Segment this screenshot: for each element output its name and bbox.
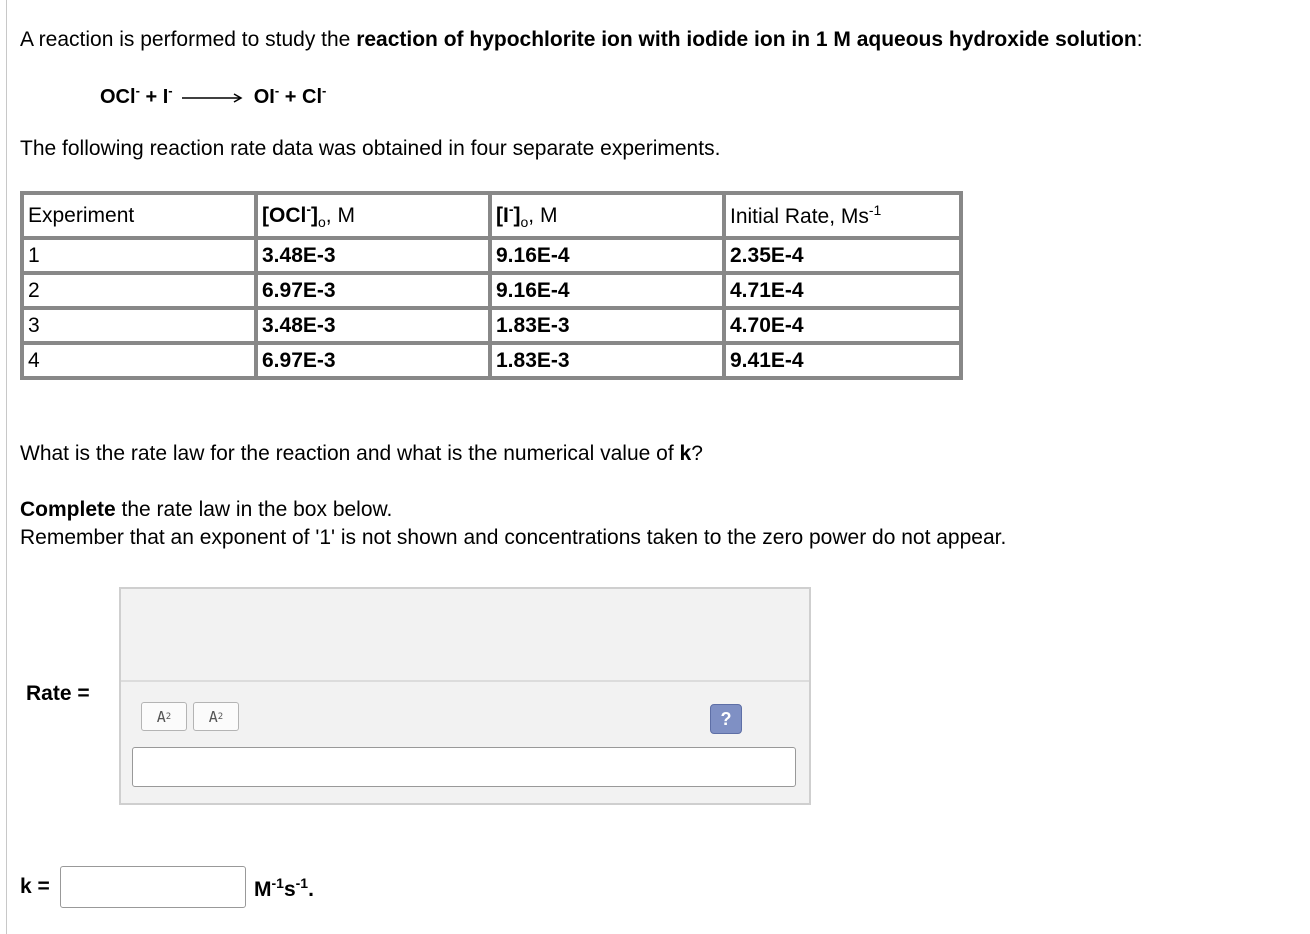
k-units-m-exp: -1 — [271, 875, 284, 891]
rate-law-input[interactable] — [132, 747, 796, 787]
intro-text — [20, 28, 1143, 52]
header-ocl-concentration — [256, 193, 490, 238]
table-row — [22, 273, 961, 308]
header-i-open: [I — [496, 203, 509, 227]
question-text — [20, 442, 703, 466]
header-i-unit: , M — [528, 203, 558, 227]
cell-experiment: 1 — [22, 238, 256, 273]
table-header-row — [22, 193, 961, 238]
eq-plus-1: + — [145, 86, 158, 108]
cell-ocl: 3.48E-3 — [256, 238, 490, 273]
header-i-concentration — [490, 193, 724, 238]
eq-plus-2: + — [284, 86, 297, 108]
cell-ocl: 6.97E-3 — [256, 343, 490, 378]
complete-rest: the rate law in the box below. — [115, 498, 393, 521]
help-button[interactable] — [710, 704, 742, 734]
cell-experiment: 3 — [22, 308, 256, 343]
superscript-button-mark: 2 — [217, 711, 224, 722]
table-row — [22, 238, 961, 273]
question-prefix: What is the rate law for the reaction and what is the numerical value of — [20, 442, 680, 465]
header-ocl-charge: - — [306, 200, 311, 217]
cell-i: 9.16E-4 — [490, 273, 724, 308]
remember-instruction: Remember that an exponent of '1' is not shown and concentrations taken to the zero power do not appear. — [20, 526, 1007, 549]
eq-reactant-i: I — [162, 86, 169, 108]
eq-charge-1: - — [135, 83, 140, 98]
complete-instruction — [20, 498, 392, 522]
help-icon: ? — [720, 708, 732, 729]
header-ocl-sub: o — [318, 214, 326, 231]
left-border-line — [6, 0, 7, 934]
eq-charge-2: - — [168, 83, 173, 98]
k-units-period: . — [308, 878, 314, 901]
intro-suffix: : — [1136, 28, 1143, 51]
header-rate-text: Initial Rate, Ms — [730, 205, 869, 228]
k-units — [254, 875, 314, 902]
cell-ocl: 6.97E-3 — [256, 273, 490, 308]
k-units-m: M — [254, 878, 272, 901]
header-i-charge: - — [508, 200, 514, 217]
subscript-button-mark: 2 — [165, 711, 172, 722]
cell-rate: 9.41E-4 — [724, 343, 961, 378]
subscript-button[interactable] — [141, 702, 187, 731]
cell-i: 1.83E-3 — [490, 343, 724, 378]
cell-rate: 2.35E-4 — [724, 238, 961, 273]
cell-rate: 4.70E-4 — [724, 308, 961, 343]
cell-experiment: 2 — [22, 273, 256, 308]
header-ocl-open: [OCl — [262, 203, 307, 227]
eq-reactant-ocl: OCl — [100, 86, 136, 108]
cell-ocl: 3.48E-3 — [256, 308, 490, 343]
header-ocl-unit: , M — [325, 203, 355, 227]
rate-data-table — [20, 191, 963, 380]
editor-preview-area — [121, 589, 809, 682]
k-units-s-exp: -1 — [295, 875, 309, 891]
eq-product-cl: Cl — [302, 86, 323, 108]
header-i-sub: o — [520, 214, 529, 231]
header-initial-rate — [724, 193, 961, 238]
reaction-arrow-icon — [182, 92, 244, 104]
header-rate-exp: -1 — [868, 202, 882, 218]
intro-bold: reaction of hypochlorite ion with iodide ion in 1 M aqueous hydroxide solution — [356, 28, 1137, 51]
eq-product-oi: OI — [253, 86, 275, 108]
intro-prefix: A reaction is performed to study the — [20, 28, 357, 51]
eq-charge-4: - — [322, 83, 327, 98]
data-intro-text: The following reaction rate data was obtained in four separate experiments. — [20, 137, 721, 160]
cell-rate: 4.71E-4 — [724, 273, 961, 308]
k-units-s: s — [283, 878, 296, 901]
subscript-button-letter: A — [156, 707, 166, 726]
k-value-input[interactable] — [60, 866, 246, 908]
eq-charge-3: - — [274, 83, 280, 98]
k-label: k = — [20, 875, 50, 898]
table-row — [22, 308, 961, 343]
complete-bold: Complete — [20, 498, 116, 521]
cell-i: 1.83E-3 — [490, 308, 724, 343]
superscript-button[interactable] — [193, 702, 239, 731]
reaction-equation — [100, 83, 327, 109]
question-bold-k: k — [679, 442, 692, 465]
header-i-close: ] — [513, 203, 521, 227]
superscript-button-letter: A — [208, 707, 218, 726]
question-suffix: ? — [691, 442, 703, 465]
cell-experiment: 4 — [22, 343, 256, 378]
rate-label: Rate = — [26, 682, 90, 705]
header-experiment: Experiment — [22, 193, 256, 238]
cell-i: 9.16E-4 — [490, 238, 724, 273]
header-ocl-close: ] — [311, 203, 318, 227]
table-row — [22, 343, 961, 378]
rate-law-editor — [119, 587, 811, 805]
